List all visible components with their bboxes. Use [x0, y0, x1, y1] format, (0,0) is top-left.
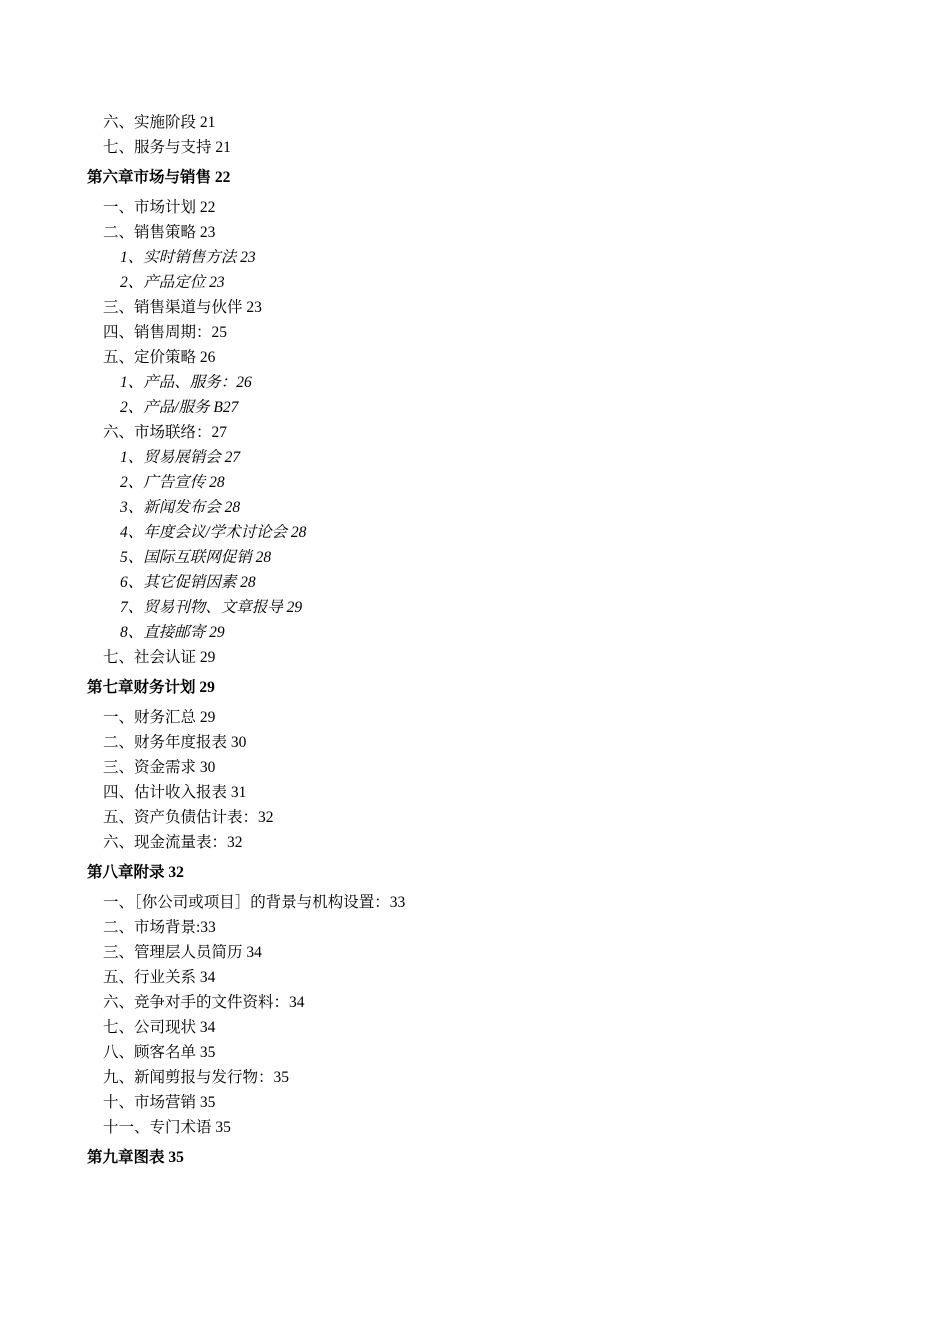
toc-entry[interactable]: 二、财务年度报表 30 [103, 734, 247, 751]
toc-subentry[interactable]: 5、国际互联网促销 28 [120, 549, 272, 566]
toc-entry[interactable]: 六、实施阶段 21 [103, 114, 216, 131]
toc-entry[interactable]: 八、顾客名单 35 [103, 1044, 216, 1061]
toc-subentry[interactable]: 7、贸易刊物、文章报导 29 [120, 599, 303, 616]
toc-subentry[interactable]: 2、广告宣传 28 [120, 474, 225, 491]
toc-entry[interactable]: 五、行业关系 34 [103, 969, 216, 986]
toc-entry[interactable]: 一、财务汇总 29 [103, 709, 216, 726]
chapter-heading-6[interactable]: 第六章市场与销售 22 [87, 169, 231, 186]
toc-entry[interactable]: 六、竞争对手的文件资料：34 [103, 994, 305, 1011]
toc-entry[interactable]: 五、定价策略 26 [103, 349, 216, 366]
toc-entry[interactable]: 五、资产负债估计表：32 [103, 809, 274, 826]
toc-entry[interactable]: 四、估计收入报表 31 [103, 784, 247, 801]
toc-entry[interactable]: 七、服务与支持 21 [103, 139, 231, 156]
toc-entry[interactable]: 三、资金需求 30 [103, 759, 216, 776]
toc-entry[interactable]: 四、销售周期：25 [103, 324, 228, 341]
toc-subentry[interactable]: 8、直接邮寄 29 [120, 624, 225, 641]
toc-entry[interactable]: 十一、专门术语 35 [103, 1119, 231, 1136]
chapter-8-entries [0, 890, 950, 1140]
chapter-7-entries [0, 705, 950, 855]
toc-entry[interactable]: 三、销售渠道与伙伴 23 [103, 299, 262, 316]
toc-entry[interactable]: 一、［你公司或项目］的背景与机构设置：33 [103, 894, 406, 911]
toc-entry[interactable]: 十、市场营销 35 [103, 1094, 216, 1111]
toc-subentry[interactable]: 6、其它促销因素 28 [120, 574, 256, 591]
toc-entry[interactable]: 一、市场计划 22 [103, 199, 216, 216]
toc-subentry[interactable]: 1、产品、服务：26 [120, 374, 252, 391]
toc-entry[interactable]: 六、市场联络：27 [103, 424, 228, 441]
toc-subentry[interactable]: 4、年度会议/学术讨论会 28 [120, 524, 307, 541]
toc-subentry[interactable]: 1、贸易展销会 27 [120, 449, 241, 466]
toc-subentry[interactable]: 1、实时销售方法 23 [120, 249, 256, 266]
chapter-heading-8[interactable]: 第八章附录 32 [87, 864, 184, 881]
chapter-6-entries [0, 195, 950, 670]
table-of-contents [0, 110, 950, 1175]
toc-entry[interactable]: 三、管理层人员简历 34 [103, 944, 262, 961]
chapter-heading-9[interactable]: 第九章图表 35 [87, 1149, 184, 1166]
chapter-heading-7[interactable]: 第七章财务计划 29 [87, 679, 215, 696]
toc-entry[interactable]: 七、公司现状 34 [103, 1019, 216, 1036]
toc-entry[interactable]: 九、新闻剪报与发行物：35 [103, 1069, 290, 1086]
toc-entry[interactable]: 二、销售策略 23 [103, 224, 216, 241]
toc-section-continued [0, 110, 950, 160]
toc-subentry[interactable]: 2、产品/服务 B27 [120, 399, 239, 416]
toc-entry[interactable]: 七、社会认证 29 [103, 649, 216, 666]
toc-subentry[interactable]: 2、产品定位 23 [120, 274, 225, 291]
toc-entry[interactable]: 六、现金流量表：32 [103, 834, 243, 851]
toc-entry[interactable]: 二、市场背景:33 [103, 919, 216, 936]
toc-subentry[interactable]: 3、新闻发布会 28 [120, 499, 241, 516]
